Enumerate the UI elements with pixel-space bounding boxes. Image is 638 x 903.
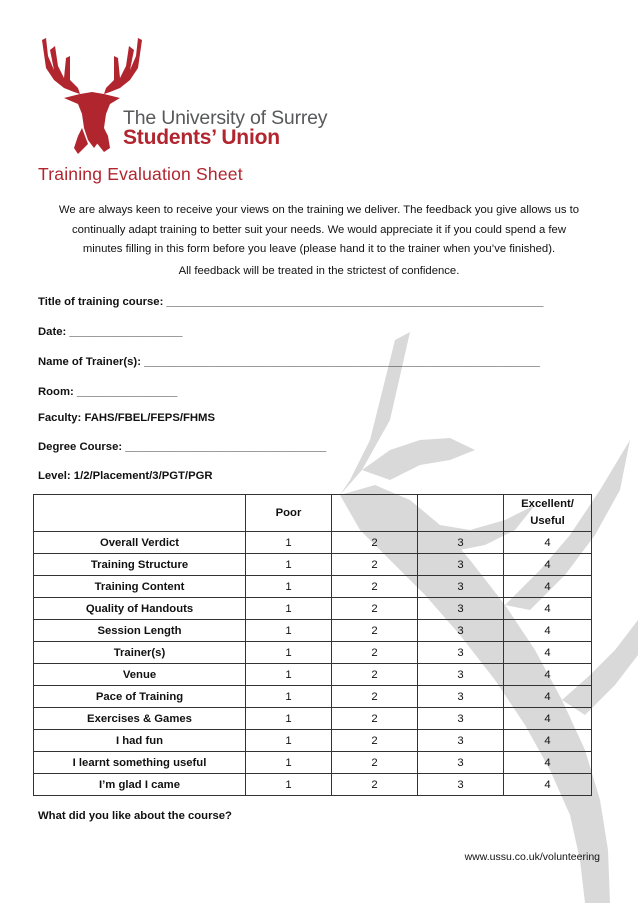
rating-4-cell[interactable]: 4 (504, 576, 592, 598)
rating-2-cell[interactable]: 2 (332, 730, 418, 752)
rating-3-cell[interactable]: 3 (418, 708, 504, 730)
degree-course-field[interactable]: Degree Course: ________________________________ (38, 441, 327, 453)
rating-2-cell[interactable]: 2 (332, 664, 418, 686)
table-row (34, 620, 592, 642)
rating-4-cell[interactable]: 4 (504, 686, 592, 708)
header-blank-2 (332, 495, 418, 532)
header-empty-cell (34, 495, 246, 532)
header-excellent-line1: Excellent/ (521, 498, 574, 510)
rating-3-cell[interactable]: 3 (418, 686, 504, 708)
room-field[interactable]: Room: ________________ (38, 386, 178, 398)
rating-2-cell[interactable]: 2 (332, 598, 418, 620)
rating-1-cell[interactable]: 1 (246, 664, 332, 686)
rating-2-cell[interactable]: 2 (332, 774, 418, 796)
confidentiality-note: All feedback will be treated in the strictest of confidence. (178, 265, 460, 277)
rating-3-cell[interactable]: 3 (418, 554, 504, 576)
row-label: Trainer(s) (34, 642, 246, 664)
rating-2-cell[interactable]: 2 (332, 554, 418, 576)
row-label: Session Length (34, 620, 246, 642)
date-field[interactable]: Date: __________________ (38, 326, 183, 338)
rating-1-cell[interactable]: 1 (246, 686, 332, 708)
rating-4-cell[interactable]: 4 (504, 752, 592, 774)
table-row (34, 752, 592, 774)
row-label: I had fun (34, 730, 246, 752)
rating-1-cell[interactable]: 1 (246, 730, 332, 752)
rating-2-cell[interactable]: 2 (332, 620, 418, 642)
header-excellent (504, 495, 592, 532)
rating-3-cell[interactable]: 3 (418, 576, 504, 598)
rating-2-cell[interactable]: 2 (332, 532, 418, 554)
header-excellent-line2: Useful (530, 515, 565, 527)
table-row (34, 554, 592, 576)
rating-4-cell[interactable]: 4 (504, 620, 592, 642)
evaluation-table (33, 494, 592, 796)
rating-2-cell[interactable]: 2 (332, 708, 418, 730)
rating-4-cell[interactable]: 4 (504, 708, 592, 730)
row-label: Exercises & Games (34, 708, 246, 730)
footer-url: www.ussu.co.uk/volunteering (464, 851, 600, 863)
row-label: Training Structure (34, 554, 246, 576)
rating-3-cell[interactable]: 3 (418, 664, 504, 686)
table-row (34, 708, 592, 730)
logo-university-text: The University of Surrey (123, 107, 328, 129)
table-row (34, 532, 592, 554)
rating-1-cell[interactable]: 1 (246, 752, 332, 774)
rating-3-cell[interactable]: 3 (418, 598, 504, 620)
rating-3-cell[interactable]: 3 (418, 642, 504, 664)
rating-1-cell[interactable]: 1 (246, 554, 332, 576)
table-row (34, 664, 592, 686)
table-row (34, 774, 592, 796)
table-row (34, 730, 592, 752)
rating-4-cell[interactable]: 4 (504, 730, 592, 752)
rating-1-cell[interactable]: 1 (246, 598, 332, 620)
row-label: Quality of Handouts (34, 598, 246, 620)
rating-2-cell[interactable]: 2 (332, 642, 418, 664)
intro-line: minutes filling in this form before you leave (please hand it to the trainer when you’ve finished). (82, 243, 556, 255)
row-label: Overall Verdict (34, 532, 246, 554)
rating-1-cell[interactable]: 1 (246, 532, 332, 554)
rating-3-cell[interactable]: 3 (418, 730, 504, 752)
rating-3-cell[interactable]: 3 (418, 774, 504, 796)
header-poor: Poor (246, 495, 332, 532)
table-row (34, 576, 592, 598)
rating-2-cell[interactable]: 2 (332, 686, 418, 708)
intro-line: We are always keen to receive your views on the training we deliver. The feedback you give allows us to (58, 204, 580, 216)
rating-1-cell[interactable]: 1 (246, 620, 332, 642)
rating-4-cell[interactable]: 4 (504, 598, 592, 620)
table-row (34, 642, 592, 664)
table-row (34, 686, 592, 708)
rating-1-cell[interactable]: 1 (246, 774, 332, 796)
rating-1-cell[interactable]: 1 (246, 642, 332, 664)
row-label: I’m glad I came (34, 774, 246, 796)
row-label: I learnt something useful (34, 752, 246, 774)
rating-4-cell[interactable]: 4 (504, 532, 592, 554)
rating-4-cell[interactable]: 4 (504, 774, 592, 796)
rating-4-cell[interactable]: 4 (504, 554, 592, 576)
faculty-field: Faculty: FAHS/FBEL/FEPS/FHMS (38, 412, 215, 424)
intro-paragraph (38, 201, 600, 260)
rating-3-cell[interactable]: 3 (418, 532, 504, 554)
table-header-row (34, 495, 592, 532)
level-field: Level: 1/2/Placement/3/PGT/PGR (38, 470, 213, 482)
table-row (34, 598, 592, 620)
row-label: Venue (34, 664, 246, 686)
row-label: Pace of Training (34, 686, 246, 708)
row-label: Training Content (34, 576, 246, 598)
rating-3-cell[interactable]: 3 (418, 620, 504, 642)
intro-line: continually adapt training to better suit your needs. We would appreciate it if you could spend a few (71, 223, 566, 236)
rating-3-cell[interactable]: 3 (418, 752, 504, 774)
rating-4-cell[interactable]: 4 (504, 664, 592, 686)
logo-union-text: Students’ Union (123, 126, 280, 149)
rating-1-cell[interactable]: 1 (246, 576, 332, 598)
rating-1-cell[interactable]: 1 (246, 708, 332, 730)
trainer-name-field[interactable]: Name of Trainer(s): _______________________________________________________________ (38, 356, 540, 368)
question-liked: What did you like about the course? (38, 810, 232, 822)
rating-2-cell[interactable]: 2 (332, 752, 418, 774)
page-title: Training Evaluation Sheet (38, 164, 243, 184)
rating-2-cell[interactable]: 2 (332, 576, 418, 598)
course-title-field[interactable]: Title of training course: ____________________________________________________________ (38, 296, 544, 308)
rating-4-cell[interactable]: 4 (504, 642, 592, 664)
header-blank-3 (418, 495, 504, 532)
